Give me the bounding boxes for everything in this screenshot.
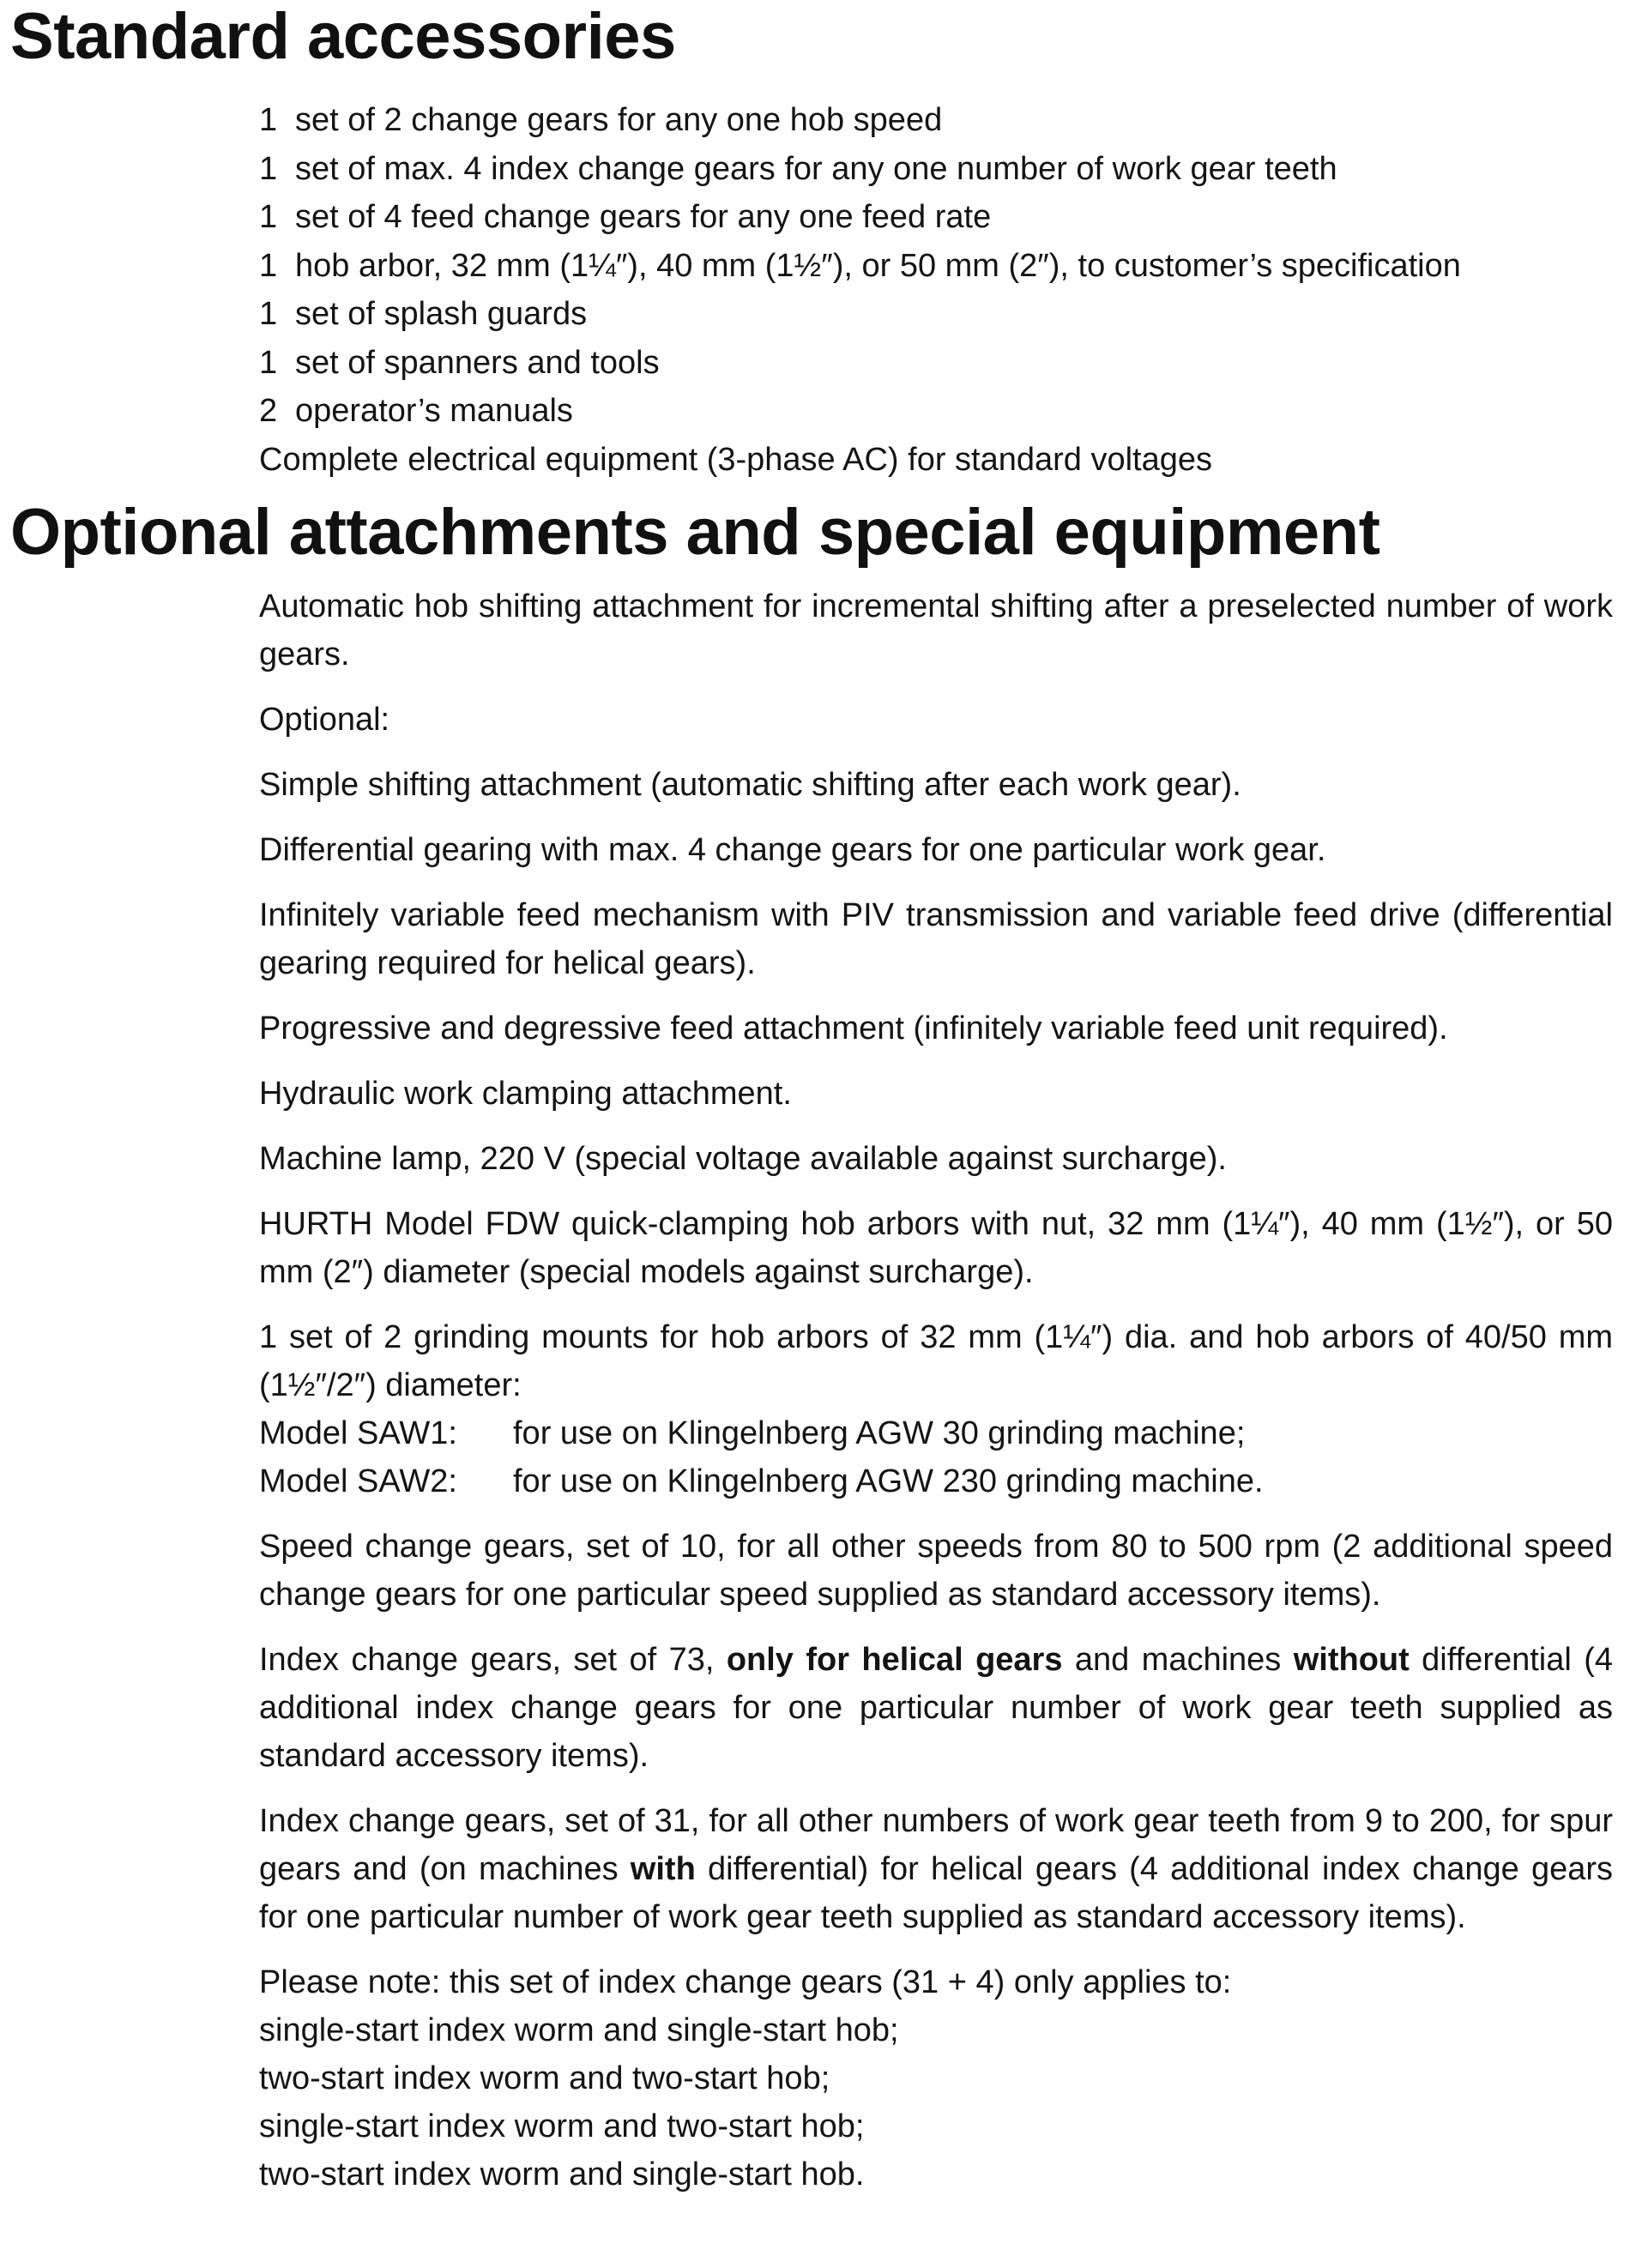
emphasis-text: with: [630, 1851, 696, 1887]
item-quantity: 1: [259, 150, 278, 187]
index-gears-31-paragraph: [259, 1797, 1613, 1941]
model-row: [259, 1457, 1613, 1505]
list-item: [259, 193, 1615, 242]
item-text: operator’s manuals: [295, 393, 573, 429]
item-quantity: 2: [259, 393, 278, 429]
list-item: [259, 387, 1615, 436]
standard-accessories-list: [259, 96, 1615, 484]
item-text: set of 2 change gears for any one hob speed: [295, 102, 943, 138]
progressive-feed-paragraph: Progressive and degressive feed attachment (infinitely variable feed unit required).: [259, 1010, 1448, 1047]
list-item: [259, 242, 1615, 291]
text-run: Index change gears, set of 31, for all other numbers of work gear teeth from 9 to 200, for spur gears and (on machines: [259, 1803, 1613, 1887]
text-run: differential (4 additional index change gears for one particular number of work gear teeth supplied as standard accessory items).: [259, 1642, 1613, 1774]
machine-lamp-paragraph: Machine lamp, 220 V (special voltage available against surcharge).: [259, 1141, 1227, 1177]
note-line: single-start index worm and single-start hob;: [259, 2012, 899, 2048]
note-block: [259, 1958, 1613, 2199]
item-quantity: 1: [259, 247, 278, 284]
text-run: and machines: [1062, 1642, 1294, 1678]
model-use: for use on Klingelnberg AGW 30 grinding machine;: [513, 1415, 1246, 1451]
model-use: for use on Klingelnberg AGW 230 grinding machine.: [513, 1463, 1264, 1499]
note-line: single-start index worm and two-start hob;: [259, 2108, 865, 2144]
item-text: Complete electrical equipment (3-phase AC) for standard voltages: [259, 441, 1213, 478]
item-text: set of 4 feed change gears for any one feed rate: [295, 199, 992, 235]
item-quantity: 1: [259, 199, 278, 235]
note-line: two-start index worm and single-start hob.: [259, 2156, 865, 2193]
text-run: differential) for helical gears (4 additional index change gears for one particular number of work gear teeth supplied as standard accessory items).: [259, 1851, 1613, 1935]
variable-feed-paragraph: Infinitely variable feed mechanism with PIV transmission and variable feed drive (differential gearing required for helical gears).: [259, 897, 1613, 981]
note-intro: Please note: this set of index change gears (31 + 4) only applies to:: [259, 1964, 1232, 2000]
list-item: [259, 339, 1615, 388]
model-name: Model SAW2:: [259, 1463, 457, 1499]
model-name: Model SAW1:: [259, 1415, 457, 1451]
list-item: [259, 436, 1615, 485]
note-line: two-start index worm and two-start hob;: [259, 2060, 830, 2096]
list-item: [259, 96, 1615, 145]
emphasis-text: without: [1293, 1642, 1410, 1678]
item-quantity: 1: [259, 344, 278, 381]
emphasis-text: only for helical gears: [726, 1642, 1063, 1678]
list-item: [259, 290, 1615, 339]
hurth-arbors-paragraph: HURTH Model FDW quick-clamping hob arbors with nut, 32 mm (1¼″), 40 mm (1½″), or 50 mm (2″) diameter (special models against surcharge).: [259, 1206, 1613, 1290]
index-gears-73-paragraph: [259, 1636, 1613, 1780]
item-quantity: 1: [259, 102, 278, 138]
item-quantity: 1: [259, 296, 278, 332]
optional-label: Optional:: [259, 702, 390, 738]
optional-attachments-heading: Optional attachments and special equipment: [10, 496, 1380, 569]
speed-change-gears-paragraph: Speed change gears, set of 10, for all other speeds from 80 to 500 rpm (2 additional speed change gears for one particular speed supplied as standard accessory items).: [259, 1529, 1613, 1613]
grinding-mounts-intro: 1 set of 2 grinding mounts for hob arbors of 32 mm (1¼″) dia. and hob arbors of 40/50 mm (1½″/2″) diameter:: [259, 1319, 1613, 1403]
simple-shifting-paragraph: Simple shifting attachment (automatic shifting after each work gear).: [259, 767, 1241, 803]
item-text: set of splash guards: [295, 296, 588, 332]
grinding-mounts-block: [259, 1313, 1613, 1505]
differential-paragraph: Differential gearing with max. 4 change gears for one particular work gear.: [259, 832, 1326, 868]
text-run: Index change gears, set of 73,: [259, 1642, 727, 1678]
list-item: [259, 145, 1615, 194]
optional-attachments-body: [259, 582, 1613, 2216]
item-text: set of max. 4 index change gears for any one number of work gear teeth: [295, 150, 1337, 187]
item-text: set of spanners and tools: [295, 344, 660, 381]
item-text: hob arbor, 32 mm (1¼″), 40 mm (1½″), or 50 mm (2″), to customer’s specification: [295, 247, 1461, 284]
hob-shifting-paragraph: Automatic hob shifting attachment for incremental shifting after a preselected number of work gears.: [259, 588, 1613, 673]
hydraulic-clamping-paragraph: Hydraulic work clamping attachment.: [259, 1076, 792, 1112]
model-row: [259, 1409, 1613, 1457]
standard-accessories-heading: Standard accessories: [10, 0, 676, 73]
